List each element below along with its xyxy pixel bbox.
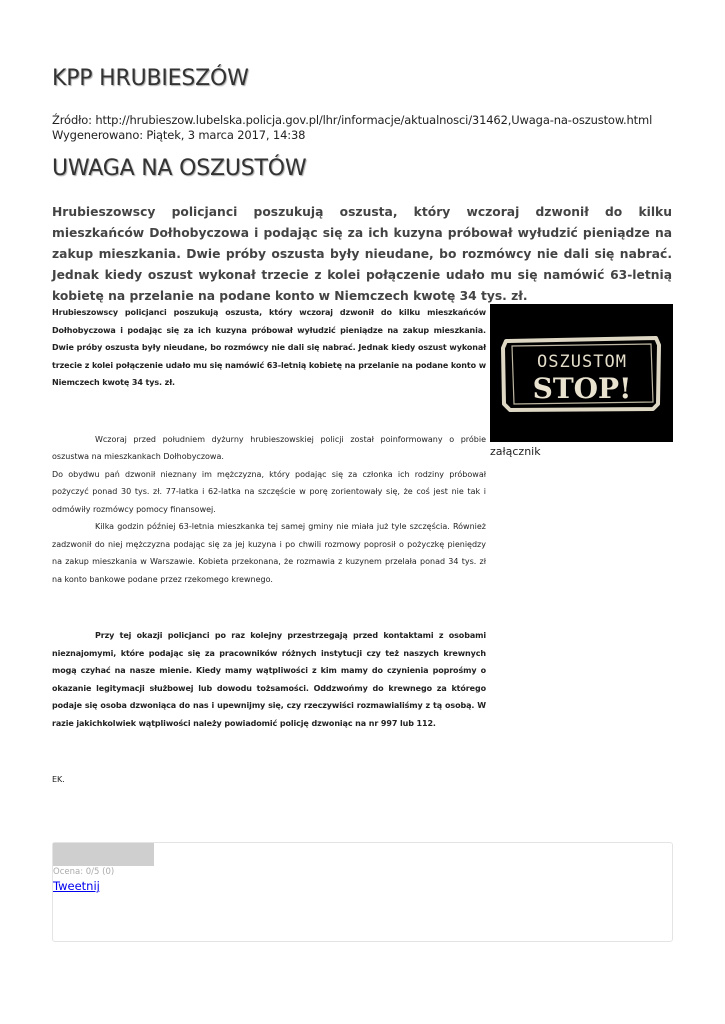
image-text-line1: OSZUSTOM	[537, 352, 627, 372]
warning-paragraph: Przy tej okazji policjanci po raz kolejny przestrzegają przed kontaktami z osobami nieznajomymi, które podając się za pracowników różnych instytucji czy też naszych krewnych mogą czyhać na nasze mienie. Kiedy mamy wątpliwości z kim mamy do czynienia poprośmy o okazanie legitymacji służbowej lub dowodu tożsamości. Oddzwońmy do krewnego za którego podaje się osoba dzwoniąca do nas i upewnijmy się, czy rzeczywiści rozmawialiśmy z tą osobą. W razie jakichkolwiek wątpliwości należy powiadomić policję dzwoniąc na nr 997 lub 112.	[52, 631, 486, 728]
body-paragraph-3: Kilka godzin później 63-letnia mieszkanka tej samej gminy nie miała już tyle szczęścia. Również zadzwonił do niej mężczyzna podając się za jej kuzyna i po chwili rozmowy poprosił o pożyczkę pieniędzy na zakup mieszkania w Warszawie. Kobieta przekonana, że rozmawia z kuzynem przelała ponad 34 tys. zł na konto bankowe podane przez rzekomego krewnego.	[52, 522, 486, 584]
rating-stars-bar[interactable]	[53, 843, 154, 866]
source-info	[52, 113, 652, 143]
rating-widget	[52, 842, 673, 942]
source-url: Źródło: http://hrubieszow.lubelska.policja.gov.pl/lhr/informacje/aktualnosci/31462,Uwaga-na-oszustow.html	[52, 113, 653, 127]
site-title: KPP HRUBIESZÓW	[52, 66, 249, 91]
article-lead: Hrubieszowscy policjanci poszukują oszusta, który wczoraj dzwonił do kilku mieszkańców Dołhobyczowa i podając się za ich kuzyna próbował wyłudzić pieniądze na zakup mieszkania. Dwie próby oszusta były nieudane, bo rozmówcy nie dali się nabrać. Jednak kiedy oszust wykonał trzecie z kolei połączenie udało mu się namówić 63-letnią kobietę na przelanie na podane konto w Niemczech kwotę 34 tys. zł.	[52, 205, 672, 303]
body-paragraph-2: Do obydwu pań dzwonił nieznany im mężczyzna, który podając się za członka ich rodziny próbował pożyczyć ponad 30 tys. zł. 77-latka i 62-latka na szczęście w porę zorientowały się, że coś jest nie tak i odmówiły rozmówcy pomocy finansowej.	[52, 469, 486, 514]
article-body	[52, 304, 486, 789]
body-intro: Hrubieszowscy policjanci poszukują oszusta, który wczoraj dzwonił do kilku mieszkańców Dołhobyczowa i podając się za ich kuzyna próbował wyłudzić pieniądze na zakup mieszkania. Dwie próby oszusta były nieudane, bo rozmówcy nie dali się nabrać. Jednak kiedy oszust wykonał trzecie z kolei połączenie udało mu się namówić 63-letnią kobietę na przelanie na podane konto w Niemczech kwotę 34 tys. zł.	[52, 308, 486, 387]
article-title: UWAGA NA OSZUSTÓW	[52, 156, 307, 181]
image-text-line2: STOP!	[532, 372, 632, 405]
rating-text: Ocena: 0/5 (0)	[53, 867, 115, 877]
generated-date: Wygenerowano: Piątek, 3 marca 2017, 14:38	[52, 128, 306, 142]
body-paragraph-1: Wczoraj przed południem dyżurny hrubieszowskiej policji został poinformowany o próbie oszustwa na mieszkankach Dołhobyczowa.	[52, 434, 486, 461]
oszustom-stop-image	[490, 304, 673, 442]
signature: EK.	[52, 775, 65, 784]
article-image[interactable]	[490, 304, 673, 442]
tweet-link[interactable]: Tweetnij	[53, 879, 100, 893]
image-caption[interactable]: załącznik	[490, 445, 541, 458]
